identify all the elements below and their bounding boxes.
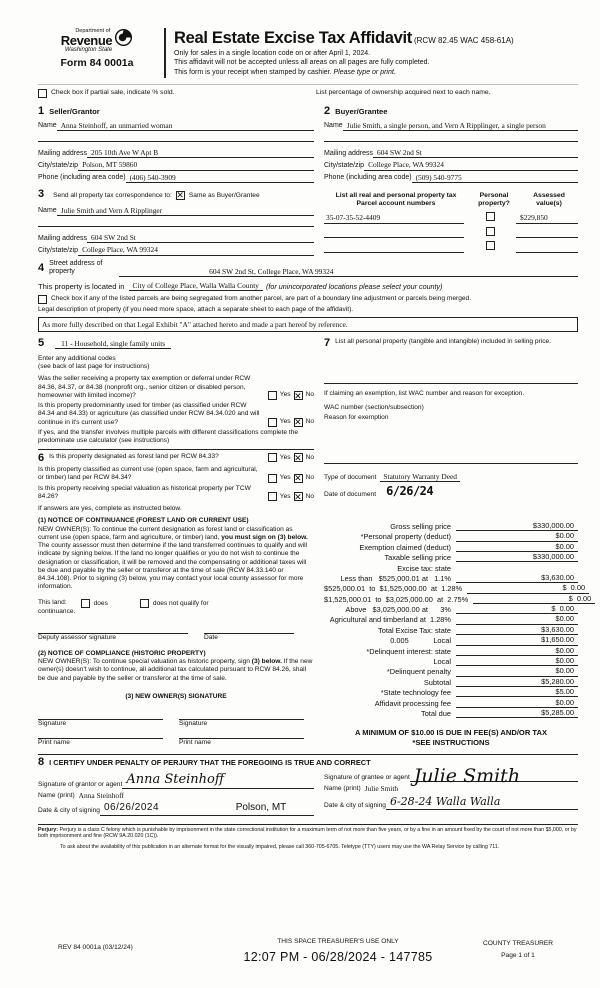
tax-row-amount[interactable]: $3,630.00 bbox=[456, 573, 578, 583]
grantor-signature[interactable]: Anna Steinhoff bbox=[122, 772, 314, 789]
buyer-city-field[interactable]: College Place, WA 99324 bbox=[364, 160, 578, 170]
tax-row bbox=[324, 666, 578, 676]
personal-property-checkbox[interactable] bbox=[486, 227, 495, 236]
grantee-signature-label: Signature of grantee or agent bbox=[324, 773, 410, 781]
deputy-assessor-signature-label: Deputy assessor signature bbox=[38, 633, 117, 641]
tax-row bbox=[324, 708, 578, 718]
seller-mailing-label: Mailing address bbox=[38, 149, 88, 157]
tax-row-label: *Delinquent penalty bbox=[386, 667, 451, 677]
document-type-label: Type of document bbox=[324, 473, 377, 481]
grantee-print-name[interactable]: Julie Smith bbox=[364, 784, 399, 794]
q4-yes-label: Yes bbox=[279, 474, 291, 482]
tax-row-label: Taxable selling price bbox=[384, 553, 451, 563]
grantor-print-name[interactable]: Anna Steinhoff bbox=[78, 790, 124, 800]
notice-compliance-text-a: NEW OWNER(S): To continue special valuation as historic property, sign bbox=[38, 658, 252, 666]
header-note-3-text: This form is your receipt when stamped by cashier. bbox=[174, 69, 334, 77]
does-not-qualify-label: does not qualify for bbox=[152, 599, 209, 607]
street-address-label-1: Street address of bbox=[49, 259, 103, 267]
additional-codes-note: (see back of last page for instructions) bbox=[38, 363, 150, 371]
treasurer-space-label: THIS SPACE TREASURER'S USE ONLY bbox=[277, 938, 399, 945]
notice-compliance-text-b: (3) below. bbox=[251, 658, 282, 666]
section-1-seller bbox=[38, 106, 314, 183]
signature-2-label: Signature bbox=[179, 720, 208, 728]
header-note-1: Only for sales in a single location code on or after April 1, 2024. bbox=[174, 49, 371, 57]
county-treasurer-label: COUNTY TREASURER bbox=[482, 940, 554, 947]
timber-agriculture-question: Is this property predominantly used for timber (as classified under RCW 84.34 and 84.33) or agriculture (as classified under RCW 84.34.020 and will continue in it's current use? bbox=[38, 402, 260, 426]
tax-row-label: Less than $525,000.01 at 1.1% bbox=[340, 573, 451, 583]
agency-name: Revenue bbox=[60, 32, 113, 48]
print-name-1-label: Print name bbox=[38, 739, 70, 747]
perjury-bold-label: Perjury: bbox=[38, 826, 59, 833]
partial-sale-label: Check box if partial sale, indicate % sold. bbox=[51, 89, 175, 97]
buyer-mailing-field[interactable]: 604 SW 2nd St bbox=[373, 148, 578, 158]
tax-row-amount[interactable]: $330,000.00 bbox=[456, 552, 578, 562]
section-5-number: 5 bbox=[38, 336, 45, 349]
parcel-table bbox=[324, 189, 578, 256]
perjury-text: Perjury is a class C felony which is punishable by imprisonment in the state correctional institution for a maximum term of not more than five years, or by a fine in an amount fixed by the court of not more than $5,000, or by both imprisonment and fine (RCW 9A.20.020 (1C)). bbox=[38, 826, 577, 840]
q1-no-label: No bbox=[305, 391, 314, 399]
agency-state-label: Washington State bbox=[64, 46, 113, 53]
seller-phone-label: Phone (including area code) bbox=[38, 174, 126, 182]
continuance-label: continuance. bbox=[38, 608, 76, 616]
tax-row-amount[interactable]: $0.00 bbox=[456, 656, 578, 666]
section-7-number: 7 bbox=[324, 336, 331, 349]
tax-row bbox=[324, 531, 578, 541]
grantor-signing-date[interactable]: 06/26/2024 bbox=[100, 802, 207, 816]
seller-name2-field[interactable] bbox=[38, 141, 314, 142]
grantor-print-name-label: Name (print) bbox=[38, 791, 75, 799]
q4-no-checkbox[interactable] bbox=[294, 474, 303, 483]
section-5-land-use bbox=[38, 338, 314, 445]
grantor-signature-label: Signature of grantor or agent bbox=[38, 780, 123, 788]
q3-yes-checkbox[interactable] bbox=[268, 453, 277, 462]
tax-row bbox=[324, 593, 592, 604]
notice-continuance-text-a: NEW OWNER(S): To continue the current designation as forest land or classification as current use (open space, farm and agriculture, or timber) land, bbox=[38, 525, 293, 541]
tax-row bbox=[324, 573, 578, 583]
notice-continuance-text-c: The county assessor must then determine if the land transferred continues to qualify and will indicate by signing below. If the land no longer qualifies or you do not wish to continue the designation or classification, it will be removed and the compensating or additional taxes will be due and payable by the seller or transferor at the time of sale (RCW 84.33.140 or 84.34.108). Prior to signing (3) below, you may contact your local county assessor for more information. bbox=[38, 542, 308, 591]
q1-no-checkbox[interactable] bbox=[294, 391, 303, 400]
q1-yes-checkbox[interactable] bbox=[268, 391, 277, 400]
dor-logo-block bbox=[38, 28, 156, 78]
header-note-3 bbox=[174, 69, 578, 78]
buyer-name2-field[interactable] bbox=[324, 141, 578, 142]
segregated-checkbox[interactable] bbox=[38, 295, 47, 304]
tax-row bbox=[324, 604, 578, 614]
ownership-percentage-note: List percentage of ownership acquired next to each name. bbox=[316, 89, 491, 97]
q2-yes-label: Yes bbox=[279, 418, 291, 426]
section-7-personal-property bbox=[324, 338, 578, 349]
street-address-label-2: property bbox=[49, 268, 75, 276]
tax-row-amount[interactable]: $0.00 bbox=[456, 614, 578, 624]
signature-1-label: Signature bbox=[38, 720, 67, 728]
parcel-row bbox=[324, 227, 578, 239]
exemption-deferral-question: Was the seller receiving a property tax exemption or deferral under RCW 84.36, 84.37, or 84.38 (nonprofit org., senior citizen or disabled person, homeowner with limited income)? bbox=[38, 375, 251, 399]
grantor-signing-city[interactable]: Polson, MT bbox=[207, 802, 314, 816]
q3-no-label: No bbox=[305, 453, 314, 461]
section-8-certification bbox=[38, 754, 578, 816]
seller-name-field[interactable]: Anna Steinhoff, an unmarried woman bbox=[57, 121, 314, 131]
q2-yes-checkbox[interactable] bbox=[268, 418, 277, 427]
deputy-date-label: Date bbox=[204, 633, 218, 641]
form-footer bbox=[38, 938, 578, 966]
q5-no-checkbox[interactable] bbox=[294, 492, 303, 501]
parcel-number-field[interactable]: 35-07-35-52-4409 bbox=[324, 213, 464, 223]
partial-sale-row bbox=[38, 84, 578, 98]
personal-property-question: List all personal property (tangible and intangible) included in selling price. bbox=[335, 337, 552, 345]
q5-yes-label: Yes bbox=[279, 492, 291, 500]
street-address-field[interactable]: 604 SW 2nd St, College Place, WA 99324 bbox=[119, 267, 578, 277]
tax-row bbox=[324, 687, 578, 697]
seller-city-label: City/state/zip bbox=[38, 161, 79, 169]
section-6-number: 6 bbox=[38, 452, 45, 465]
section-6-classifications bbox=[38, 449, 314, 747]
grantor-date-city-label: Date & city of signing bbox=[38, 807, 100, 815]
seller-mailing-field[interactable]: 205 10th Ave W Apt B bbox=[87, 148, 314, 158]
tax-row-label: 0.005 Local bbox=[390, 636, 451, 646]
tax-row-amount[interactable]: $330,000.00 bbox=[456, 521, 578, 531]
section-3-intro: Send all property tax correspondence to: bbox=[53, 191, 172, 199]
tax-row bbox=[324, 697, 578, 707]
tax-row-label: Local bbox=[433, 657, 451, 667]
tax-row bbox=[324, 646, 578, 656]
parcel-number-field[interactable] bbox=[324, 243, 464, 253]
notice-continuance-body bbox=[38, 526, 314, 592]
tax-row-label: Excise tax: state bbox=[397, 563, 451, 573]
legal-description-label: Legal description of property (if you need more space, attach a separate sheet to each page of the affidavit). bbox=[38, 306, 354, 314]
document-type-field[interactable]: Statutory Warranty Deed bbox=[380, 472, 460, 482]
predominate-use-note: If yes, and the transfer involves multiple parcels with different classifications complete the predominate use calculator (see instructions) bbox=[38, 428, 299, 444]
tax-row-amount[interactable]: $ 0.00 bbox=[473, 594, 595, 604]
seller-phone-field[interactable]: (406) 540-3909 bbox=[126, 173, 314, 183]
corr-mailing-label: Mailing address bbox=[38, 234, 88, 242]
exemption-claim-note: If claiming an exemption, list WAC number and reason for exception. bbox=[324, 389, 525, 397]
land-use-code-field[interactable]: 11 - Household, single family units bbox=[55, 339, 171, 349]
tax-row bbox=[324, 614, 578, 624]
seller-city-field[interactable]: Polson, MT 59860 bbox=[78, 160, 314, 170]
personal-property-list-field[interactable] bbox=[324, 383, 578, 384]
tax-row-label: Agricultural and timberland at 1.28% bbox=[329, 615, 451, 625]
exemption-reason-label: Reason for exemption bbox=[324, 414, 389, 422]
tax-row-amount[interactable]: $5.00 bbox=[456, 687, 578, 697]
tax-row-label: Above $3,025,000.00 at 3% bbox=[345, 605, 451, 615]
notice-compliance-body bbox=[38, 658, 314, 683]
grantee-signing-date-city[interactable]: 6-28-24 Walla Walla bbox=[386, 795, 578, 810]
tax-row-label: Exemption claimed (deduct) bbox=[359, 542, 451, 552]
buyer-phone-field[interactable]: (509) 540-9775 bbox=[412, 173, 578, 183]
treasurer-stamp: 12:07 PM - 06/28/2024 - 147785 bbox=[243, 950, 433, 965]
page-indicator: Page 1 of 1 bbox=[501, 952, 535, 960]
tax-row bbox=[324, 625, 578, 635]
personal-property-checkbox[interactable] bbox=[486, 212, 495, 221]
accessibility-note: To ask about the availability of this publication in an alternate format for the visually impaired, please call 360-705-6705. Teletype (TTY) users may use the WA Relay Service by calling 711. bbox=[60, 843, 500, 850]
tax-row bbox=[324, 542, 578, 552]
corr-mailing-field[interactable]: 604 SW 2nd St bbox=[87, 233, 314, 243]
certify-statement: I CERTIFY UNDER PENALTY OF PERJURY THAT THE FOREGOING IS TRUE AND CORRECT bbox=[49, 758, 371, 768]
corr-name-label: Name bbox=[38, 207, 57, 215]
segregated-label: Check box if any of the listed parcels are being segregated from another parcel, are part of a boundary line adjustment or parcels being merged. bbox=[51, 295, 472, 303]
current-use-question: Is this property classified as current use (open space, farm and agricultural, or timber) land per RCW 84.34? bbox=[38, 466, 258, 482]
tax-row-label: Affidavit processing fee bbox=[374, 698, 451, 708]
q3-no-checkbox[interactable] bbox=[294, 453, 303, 462]
section-2-title: Buyer/Grantee bbox=[335, 107, 388, 117]
tax-row-label: *State technology fee bbox=[380, 688, 451, 698]
see-instructions-note: *SEE INSTRUCTIONS bbox=[412, 737, 490, 747]
print-name-2-label: Print name bbox=[179, 739, 211, 747]
tax-row-label: *Personal property (deduct) bbox=[360, 532, 451, 542]
assessed-value-field[interactable] bbox=[516, 228, 578, 238]
same-as-buyer-checkbox[interactable] bbox=[176, 191, 185, 200]
buyer-name-field[interactable]: Julie Smith, a single person, and Vern A Ripplinger, a single person bbox=[343, 121, 578, 131]
rev-number: REV 84 0001a (03/12/24) bbox=[58, 944, 133, 951]
form-title: Real Estate Excise Tax Affidavit bbox=[174, 29, 413, 47]
section-1-number: 1 bbox=[38, 104, 45, 117]
q4-yes-checkbox[interactable] bbox=[268, 474, 277, 483]
parcel-row bbox=[324, 212, 578, 224]
located-in-note: (for unincorporated locations please select your county) bbox=[265, 282, 443, 292]
section-4-number: 4 bbox=[38, 261, 45, 274]
tax-row-label: $525,000.01 to $1,525,000.00 at 1.28% bbox=[324, 584, 463, 594]
tax-computation-table bbox=[324, 520, 592, 718]
notice-compliance-text-c: If the new owner(s) doesn't wish to continue, all additional tax calculated pursuant to RCW 84.26, shall be due and payable by the seller or transferor at the time of sale. bbox=[38, 658, 313, 682]
notice-compliance-title: (2) NOTICE OF COMPLIANCE (HISTORIC PROPERTY) bbox=[38, 649, 206, 657]
tax-row-amount[interactable]: $ 0.00 bbox=[467, 583, 589, 593]
q2-no-checkbox[interactable] bbox=[294, 418, 303, 427]
tax-row-amount[interactable]: $ 0.00 bbox=[456, 604, 578, 614]
form-title-ref: (RCW 82.45 WAC 458-61A) bbox=[413, 36, 514, 45]
grantor-certification bbox=[38, 772, 314, 816]
tax-row-amount[interactable]: $5,280.00 bbox=[456, 677, 578, 687]
parcel-col-header-line2: Parcel account numbers bbox=[356, 200, 436, 208]
exemption-reason-field[interactable] bbox=[324, 463, 578, 464]
section-8-number: 8 bbox=[38, 755, 45, 768]
tax-row bbox=[324, 552, 578, 562]
tax-row-amount[interactable]: $0.00 bbox=[456, 531, 578, 541]
corr-city-label: City/state/zip bbox=[38, 246, 79, 254]
grantee-print-name-label: Name (print) bbox=[324, 785, 361, 793]
document-date-field[interactable]: 6/26/24 bbox=[386, 483, 434, 498]
section-2-number: 2 bbox=[324, 104, 331, 117]
form-number: Form 84 0001a bbox=[60, 57, 134, 70]
minimum-due-note: A MINIMUM OF $10.00 IS DUE IN FEE(S) AND/OR TAX bbox=[354, 728, 548, 738]
tax-row bbox=[324, 583, 586, 594]
grantee-certification bbox=[324, 764, 578, 816]
assessed-value-field[interactable]: $229,850 bbox=[516, 213, 578, 223]
tax-row-amount[interactable]: $0.00 bbox=[456, 666, 578, 676]
buyer-name-label: Name bbox=[324, 122, 343, 130]
tax-row-label: Total due bbox=[421, 708, 451, 718]
tax-row-amount[interactable]: $3,630.00 bbox=[456, 625, 578, 635]
complete-instruction-note: If answers are yes, complete as instructed below. bbox=[38, 505, 182, 513]
q2-no-label: No bbox=[305, 418, 314, 426]
agency-dept-label: Department of bbox=[75, 28, 111, 34]
same-as-buyer-label: Same as Buyer/Grantee bbox=[188, 191, 260, 199]
q1-yes-label: Yes bbox=[279, 391, 291, 399]
historical-property-question: Is this property receiving special valuation as historical property per TCW 84.26? bbox=[38, 484, 251, 500]
revenue-logo-icon bbox=[114, 28, 133, 51]
tax-row bbox=[324, 677, 578, 687]
buyer-city-label: City/state/zip bbox=[324, 161, 365, 169]
q4-no-label: No bbox=[305, 474, 314, 482]
partial-sale-checkbox[interactable] bbox=[38, 89, 47, 98]
tax-row bbox=[324, 635, 578, 645]
personal-property-col-header: Personal property? bbox=[478, 191, 510, 208]
header-note-3-italic: Please type or print. bbox=[333, 69, 396, 77]
legal-description-field[interactable]: As more fully described on that Legal Exhibit "A" attached hereto and made a part hereof by reference. bbox=[38, 317, 578, 332]
does-not-qualify-checkbox[interactable] bbox=[140, 599, 149, 608]
assessed-value-field[interactable] bbox=[516, 243, 578, 253]
parcel-row bbox=[324, 241, 578, 253]
q5-no-label: No bbox=[305, 492, 314, 500]
additional-codes-label: Enter any additional codes bbox=[38, 354, 116, 362]
section-1-title: Seller/Grantor bbox=[49, 107, 100, 117]
header-note-2: This affidavit will not be accepted unless all areas on all pages are fully completed. bbox=[174, 59, 430, 67]
tax-row-amount[interactable]: $5,285.00 bbox=[456, 708, 578, 718]
tax-row bbox=[324, 562, 578, 572]
does-qualify-checkbox[interactable] bbox=[81, 599, 90, 608]
seller-name-label: Name bbox=[38, 122, 57, 130]
located-in-label: This property is located in bbox=[38, 281, 125, 291]
this-land-label: This land: bbox=[38, 599, 67, 607]
document-date-label: Date of document bbox=[324, 490, 377, 498]
parcel-number-field[interactable] bbox=[324, 228, 464, 238]
wac-number-label: WAC number (section/subsection) bbox=[324, 404, 424, 412]
located-in-field[interactable]: City of College Place, Walla Walla County bbox=[129, 281, 263, 291]
forest-land-question: Is this property designated as forest land per RCW 84.33? bbox=[49, 453, 219, 461]
q3-yes-label: Yes bbox=[279, 453, 291, 461]
parcel-col-header-line1: List all real and personal property tax bbox=[335, 191, 457, 199]
tax-row-label: Total Excise Tax: state bbox=[378, 625, 451, 635]
corr-name2-field[interactable] bbox=[38, 226, 314, 227]
tax-row-label: $1,525,000.01 to $3,025,000.00 at 2.75% bbox=[324, 594, 469, 604]
perjury-notice bbox=[38, 824, 578, 851]
grantee-date-city-label: Date & city of signing bbox=[324, 801, 386, 809]
personal-property-checkbox[interactable] bbox=[486, 241, 495, 250]
tax-row-amount[interactable]: $0.00 bbox=[456, 646, 578, 656]
q5-yes-checkbox[interactable] bbox=[268, 492, 277, 501]
tax-row-amount[interactable]: $1,650.00 bbox=[456, 635, 578, 645]
tax-row-label: Gross selling price bbox=[390, 521, 451, 531]
notice-continuance-title: (1) NOTICE OF CONTINUANCE (FOREST LAND OR CURRENT USE) bbox=[38, 517, 249, 525]
grantee-signature[interactable]: Julie Smith bbox=[410, 772, 578, 783]
new-owners-signature-title: (3) NEW OWNER(S) SIGNATURE bbox=[125, 692, 227, 700]
tax-row bbox=[324, 656, 578, 666]
section-4-property-address bbox=[38, 260, 578, 332]
tax-row-label: *Delinquent interest: state bbox=[366, 646, 451, 656]
section-3-number: 3 bbox=[38, 187, 45, 200]
buyer-phone-label: Phone (including area code) bbox=[324, 174, 412, 182]
does-qualify-label: does bbox=[93, 599, 108, 607]
buyer-mailing-label: Mailing address bbox=[324, 149, 374, 157]
section-2-buyer bbox=[324, 106, 578, 183]
form-header bbox=[38, 28, 578, 78]
corr-name-field[interactable]: Julie Smith and Vern A Ripplinger bbox=[57, 206, 314, 216]
notice-continuance-text-b: you must sign on (3) below. bbox=[221, 533, 308, 541]
tax-row-amount[interactable]: $0.00 bbox=[456, 542, 578, 552]
assessed-value-col-header: Assessed value(s) bbox=[533, 191, 565, 208]
tax-row bbox=[324, 521, 578, 531]
section-3-correspondence bbox=[38, 189, 314, 256]
tax-row-amount[interactable]: $0.00 bbox=[456, 698, 578, 708]
corr-city-field[interactable]: College Place, WA 99324 bbox=[78, 245, 314, 255]
tax-row-label: Subtotal bbox=[423, 677, 451, 687]
